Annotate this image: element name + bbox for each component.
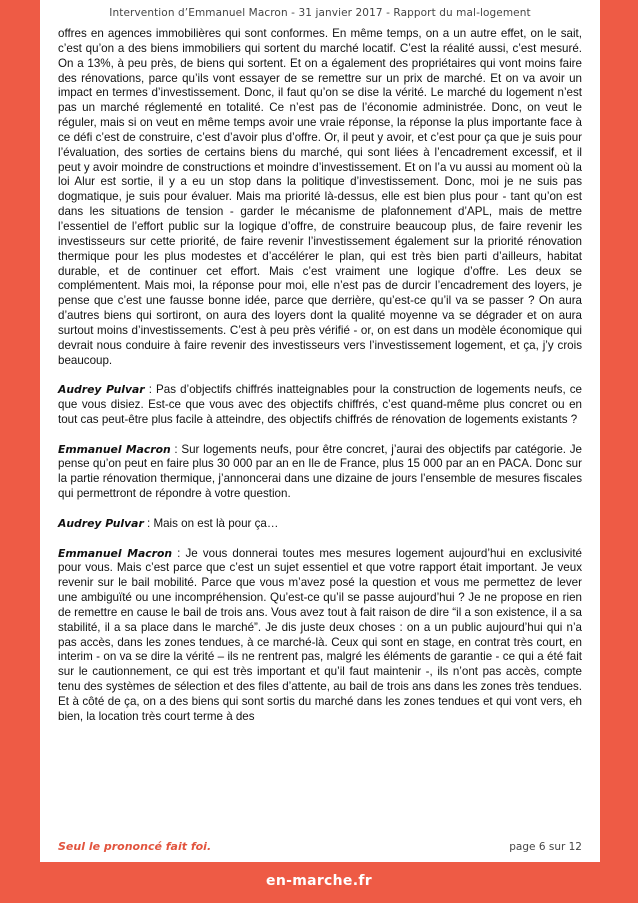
paragraph: [58, 517, 582, 532]
paragraph: [58, 27, 582, 368]
paragraph-text: : Sur logements neufs, pour être concret, j’aurai des objectifs par catégorie. Je pense qu’on peut en faire plus 30 000 par an en Ile de France, plus 15 000 par an en PACA. Donc sur la partie rénovation thermique, j’annoncerai dans une dizaine de jours l’ensemble de mesures fiscales qui permettront de répondre à votre question.: [58, 442, 582, 501]
paragraph: [58, 383, 582, 428]
document-page: [40, 0, 600, 862]
speaker-name: Emmanuel Macron: [58, 546, 173, 560]
paragraph-text: : Pas d’objectifs chiffrés inatteignables pour la construction de logements neufs, ce que vous disiez. Est-ce que vous avec des objectifs chiffrés, c’est quand-même plus concret ou en tout cas peut-être plus facile à atteindre, des objectifs chiffrés de rénovation de logements existants ?: [58, 383, 582, 426]
site-url[interactable]: en-marche.fr: [266, 873, 372, 889]
speaker-name: Audrey Pulvar: [58, 516, 144, 530]
paragraph: [58, 547, 582, 725]
paragraph-text: : Je vous donnerai toutes mes mesures logement aujourd’hui en exclusivité pour vous. Mais c’est parce que c’est un sujet essentiel et que votre rapport était important. Je veux revenir sur le bail mobilité. Parce que vous m’avez posé la question et vous me permettez de lever une ambiguïté ou une incompréhension. Qu’est-ce qu’il se passe aujourd’hui ? Je ne propose en rien de remettre en cause le bail de trois ans. Vous avez tout à fait raison de dire “il a son existence, il a sa stabilité, il a sa place dans le marché”. Je dis juste deux choses : on a un public aujourd’hui qui n’a pas accès, dans les zones tendues, à ce marché-là. Ceux qui sont en stage, en contrat très court, en interim - on va se dire la vérité – ils ne rentrent pas, malgré les éléments de garantie - ce qui a été fait sur le cautionnement, ce qui est très important et qu’il faut maintenir -, ils n’ont pas accès, compte tenu des systèmes de sélection et des files d’attente, au bail de trois ans dans les zones très tendues. Et à côté de ça, on a des biens qui sont sortis du marché dans les zones tendues et qui vont vers, eh bien, la location très court terme à des: [58, 546, 582, 723]
transcript-body: [58, 27, 582, 725]
speaker-name: Emmanuel Macron: [58, 442, 171, 456]
speaker-name: Audrey Pulvar: [58, 383, 145, 397]
paragraph: [58, 443, 582, 502]
disclaimer: Seul le prononcé fait foi.: [58, 840, 212, 853]
page-header: Intervention d’Emmanuel Macron - 31 janvier 2017 - Rapport du mal-logement: [109, 7, 531, 19]
paragraph-text: offres en agences immobilières qui sont conformes. En même temps, on a un autre effet, on le sait, c’est qu’on a des biens immobiliers qui sortent du marché locatif. C’est la réalité aussi, c’est mesuré. On a 13%, à peu près, de biens qui sortent. Et on a également des propriétaires qui vont moins faire des rénovations, parce qu’ils vont essayer de se remettre sur un prix de marché. Et on va avoir un impact en termes d’investissement. Donc, il faut qu’on se dise la vérité. Le marché du logement n’est pas un marché réglementé en totalité. Ce n’est pas de l’économie administrée. Donc, on veut le réguler, mais si on veut en même temps avoir une vraie réponse, la réponse la plus importante face à ce défi c’est de construire, c’est d’avoir plus d’offre. Or, il peut y avoir, et c’est pour ça que je suis pour l’évaluation, des sorties de certains biens du marché, qui sont liées à l’encadrement excessif, et il peut y avoir moindre de constructions et moindre d’investissement. Et on l’a vu aussi au moment où la loi Alur est sortie, il y a eu un stop dans la politique d’investissement. Donc, moi je ne suis pas dogmatique, je suis pour évaluer. Mais ma priorité là-dessus, elle est bien plus pour - tant qu’on est dans les situations de tension - garder le mécanisme de plafonnement d’APL, mais de mettre l’essentiel de l’effort public sur la logique d’offre, de construire beaucoup plus, de faire revenir les investisseurs sur cette priorité, de faire revenir l’investissement également sur la priorité rénovation thermique pour les plus modestes et d’accélérer le plan, qui est très bien parti d’ailleurs, habitat durable, et de continuer cet effort. Mais c’est vraiment une logique d’offre. Les deux se complémentent. Mais moi, la réponse pour moi, elle n’est pas de durcir l’encadrement des loyers, je pense que c’est une fausse bonne idée, parce que derrière, qu’est-ce qu’il va se passer ? On aura d’autres biens qui sortiront, on aura des loyers dont la qualité moyenne va se dégrader et on aura surtout moins d’investissements. C’est à peu près vérifié - or, on est dans un modèle économique qui devrait nous conduire à faire revenir des investisseurs vers l’investissement logement, et ça, j’y crois beaucoup.: [58, 27, 582, 367]
paragraph-text: : Mais on est là pour ça…: [143, 516, 279, 530]
page-number: page 6 sur 12: [509, 841, 582, 853]
